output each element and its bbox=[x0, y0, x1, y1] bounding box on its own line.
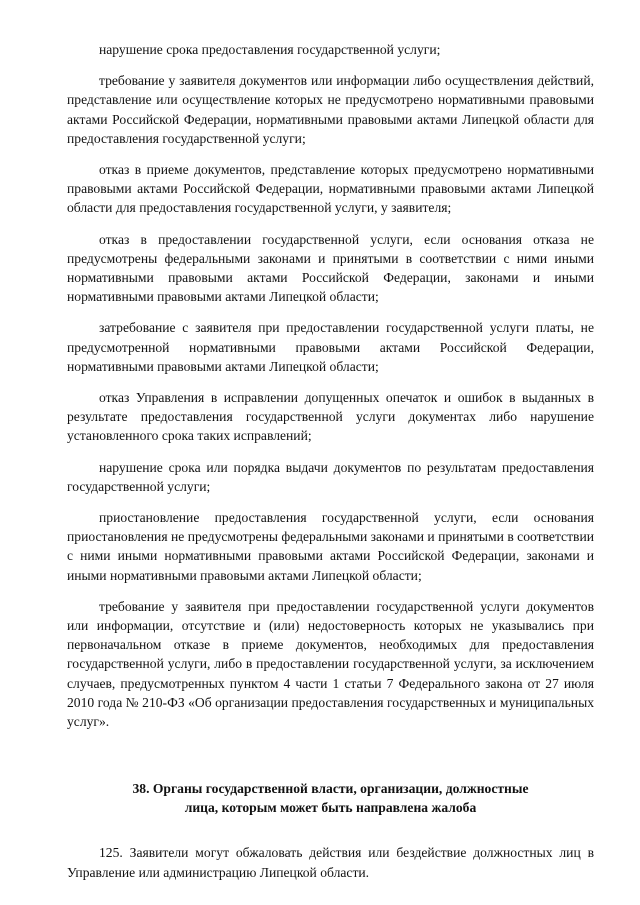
list-item: отказ в предоставлении государственной услуги, если основания отказа не предусмотрены федеральными законами и принятыми в соответствии с ними иными нормативными правовыми актами Российской Федерации, законами и иными нормативными правовыми актами Липецкой области; bbox=[67, 231, 594, 305]
list-item: нарушение срока предоставления государственной услуги; bbox=[99, 42, 441, 57]
section-heading bbox=[67, 779, 594, 817]
list-item: отказ Управления в исправлении допущенных опечаток и ошибок в выданных в результате предоставления государственной услуги документах либо нарушение установленного срока таких исправлений; bbox=[67, 390, 594, 444]
list-item: приостановление предоставления государственной услуги, если основания приостановления не предусмотрены федеральными законами и принятыми в соответствии с ними иными нормативными правовыми актами Российской Федерации, законами и иными нормативными правовыми актами Липецкой области; bbox=[67, 510, 594, 583]
list-item: требование у заявителя документов или информации либо осуществления действий, представление или осуществление которых не предусмотрено нормативными правовыми актами Российской Федерации, нормативными правовыми актами Липецкой области для предоставления государственной услуги; bbox=[67, 73, 594, 146]
document-page bbox=[67, 40, 594, 894]
list-item: затребование с заявителя при предоставлении государственной услуги платы, не предусмотренной нормативными правовыми актами Российской Федерации, нормативными правовыми актами Липецкой области; bbox=[67, 320, 594, 374]
section-heading-line: 38. Органы государственной власти, организации, должностные bbox=[132, 781, 529, 797]
list-item: нарушение срока или порядка выдачи документов по результатам предоставления государственной услуги; bbox=[67, 459, 594, 494]
list-item: требование у заявителя при предоставлении государственной услуги документов или информации, отсутствие и (или) недостоверность которых не указывались при первоначальном отказе в приеме документов, необходимых для предоставления государственной услуги, либо в предоставлении государственной услуги, за исключением случаев, предусмотренных пунктом 4 части 1 статьи 7 Федерального закона от 27 июля 2010 года № 210-ФЗ «Об организации предоставления государственных и муниципальных услуг». bbox=[67, 598, 594, 730]
section-heading-line: лица, которым может быть направлена жалоба bbox=[184, 800, 477, 816]
closing-paragraph: 125. Заявители могут обжаловать действия или бездействие должностных лиц в Управление или администрацию Липецкой области. bbox=[67, 845, 594, 880]
list-item: отказ в приеме документов, представление которых предусмотрено нормативными правовыми актами Российской Федерации, нормативными правовыми актами Липецкой области для предоставления государственной услуги, у заявителя; bbox=[67, 162, 594, 216]
